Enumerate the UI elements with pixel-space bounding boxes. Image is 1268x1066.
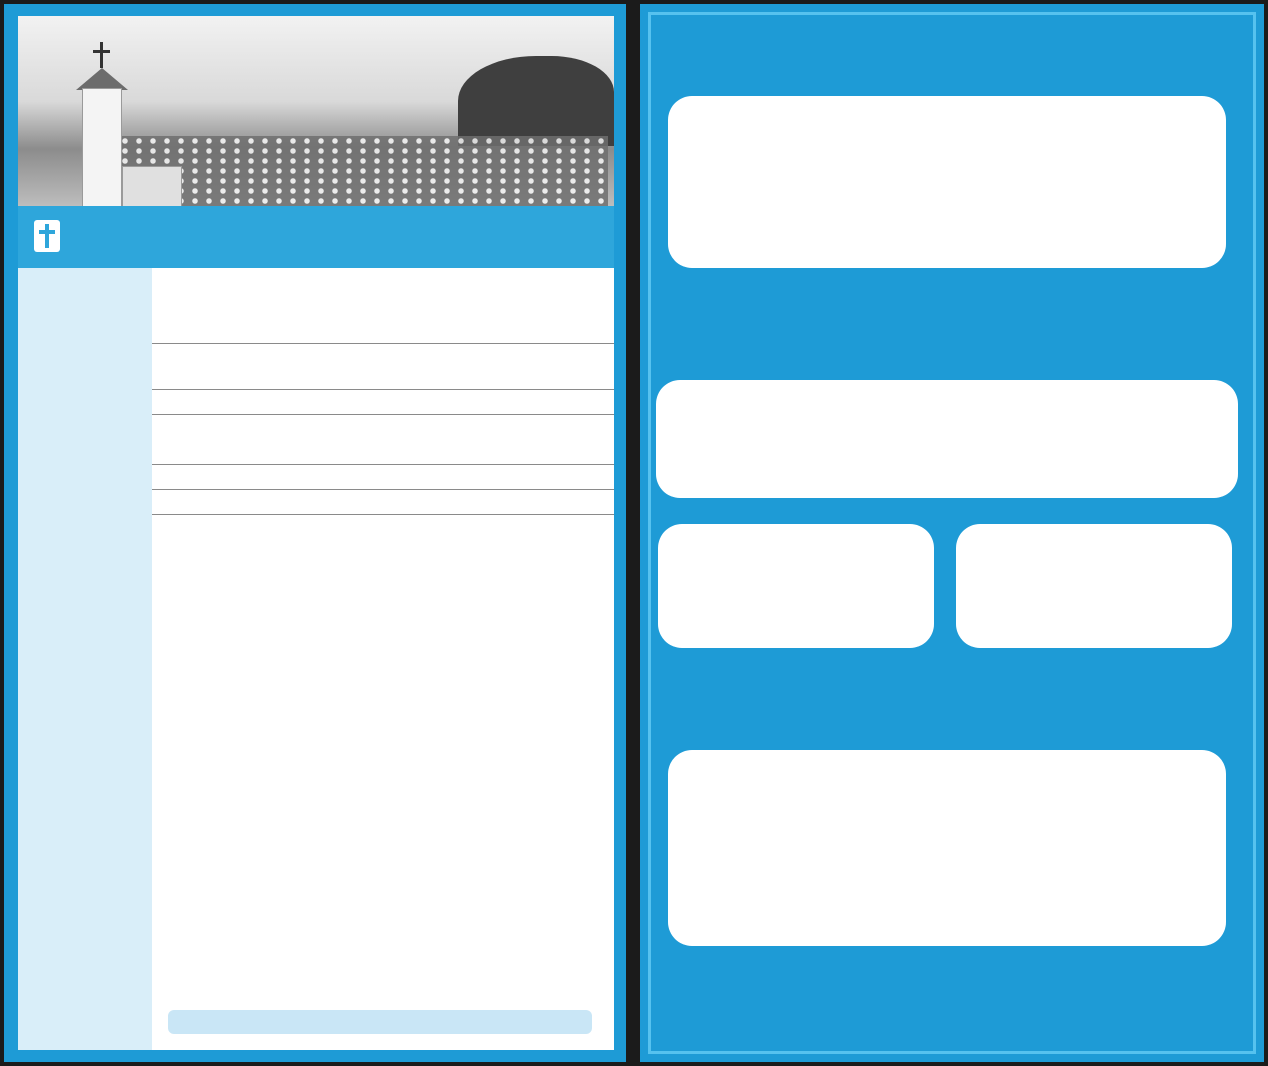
church-cross-icon [34, 220, 60, 252]
header-image [18, 16, 614, 206]
wednesday-service-card [656, 380, 1238, 498]
online-guide-panel [640, 4, 1264, 1062]
order-row-hymn [152, 490, 614, 515]
sheep-field-graphic [118, 136, 608, 206]
pastor [472, 224, 478, 245]
order-row-prayer [152, 390, 614, 415]
responsive-reading [152, 280, 614, 298]
sidebar [18, 268, 152, 1050]
bulletin-page [18, 16, 614, 1050]
bulletin-panel [4, 4, 626, 1062]
order-row-anthem [152, 344, 614, 390]
worship-guidelines [668, 96, 1226, 268]
order-row-prayer [152, 465, 614, 490]
trees-graphic [458, 56, 614, 146]
dawn-prayer-card [658, 524, 934, 648]
offering-accounts [668, 750, 1226, 946]
order-of-worship [152, 280, 614, 561]
next-week-prayer [168, 1010, 592, 1034]
friday-prayer-card [956, 524, 1232, 648]
order-row-benediction [152, 515, 614, 561]
church-info-band [18, 206, 614, 268]
order-row-sermon [152, 415, 614, 465]
order-row-scripture [152, 298, 614, 344]
